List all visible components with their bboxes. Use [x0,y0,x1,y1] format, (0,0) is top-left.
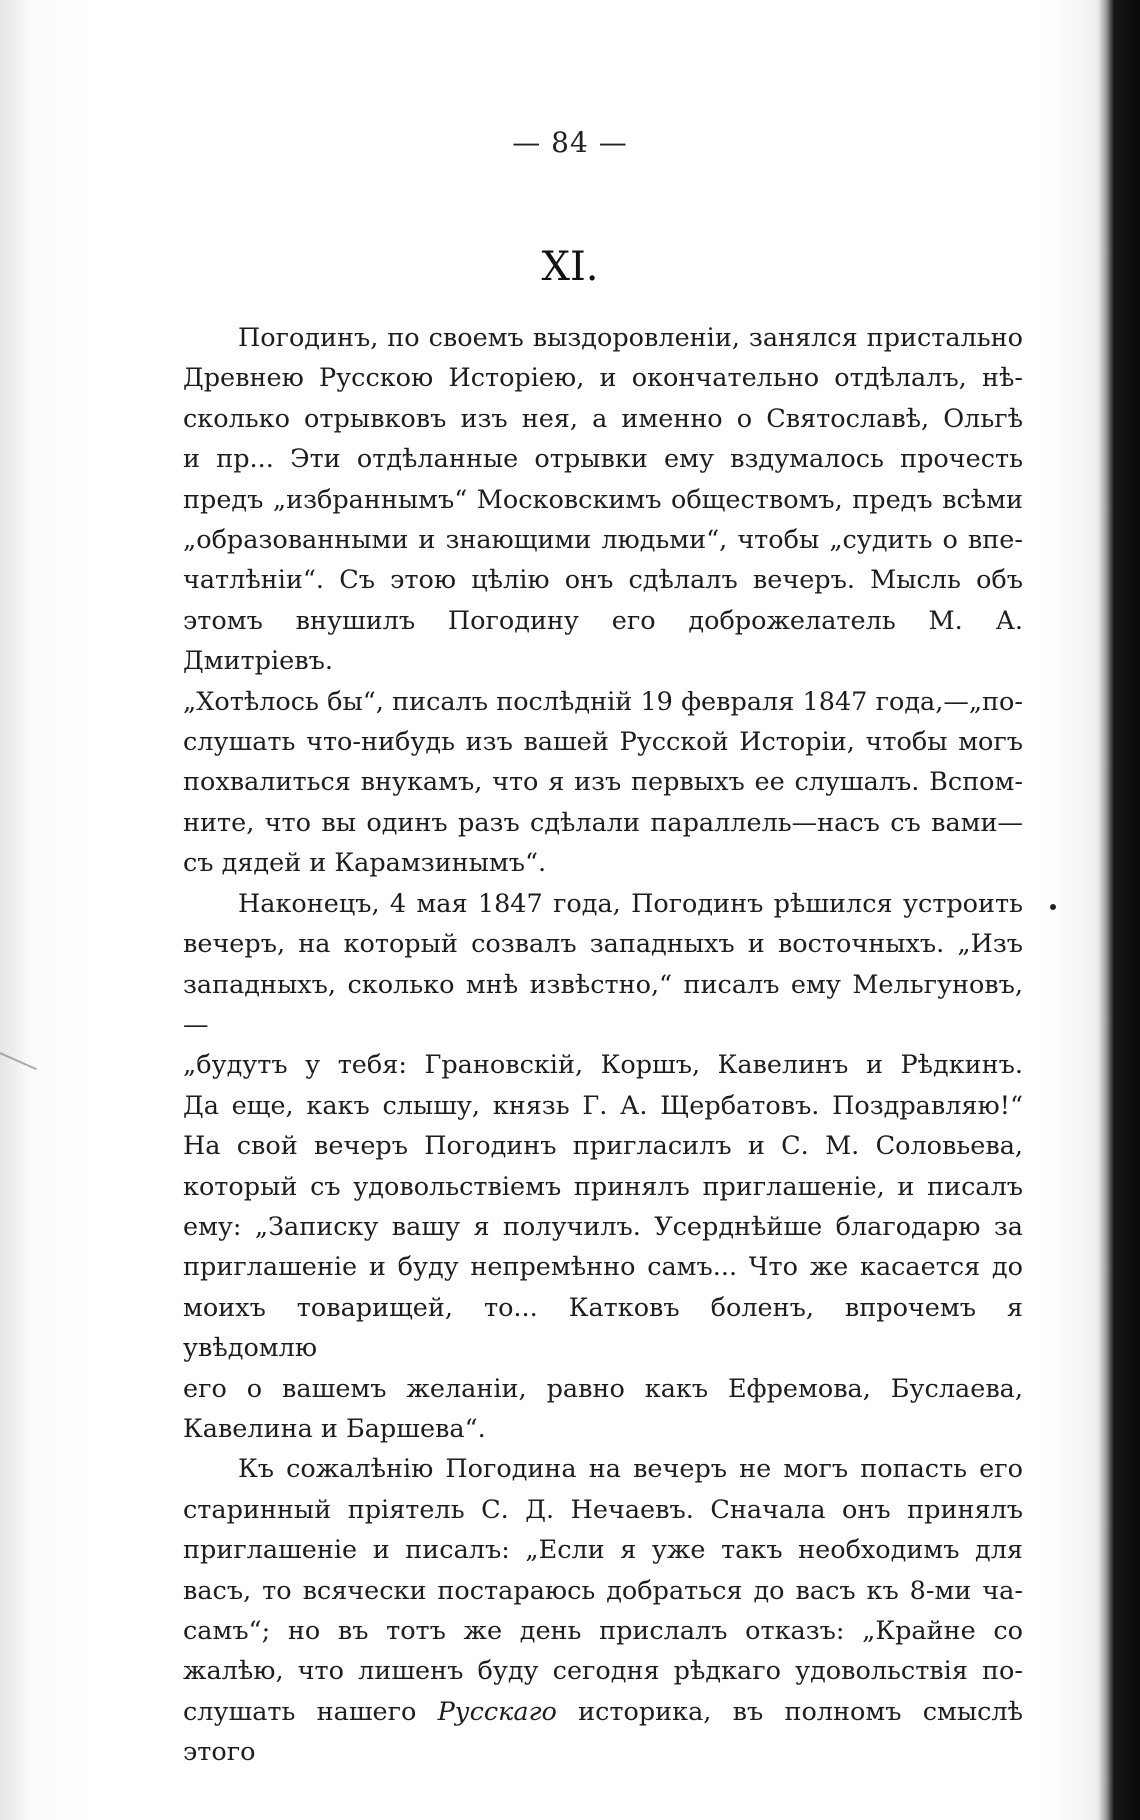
text-line: ему: „Записку вашу я получилъ. Усерднѣйше благодарю за [183,1211,1023,1242]
text-line: который съ удовольствіемъ принялъ приглашеніе, и писалъ [183,1171,1023,1202]
text-line: этомъ внушилъ Погодину его доброжелатель М. А. Дмитріевъ. [183,605,1023,677]
text-line: приглашеніе и писалъ: „Если я уже такъ необходимъ для [183,1535,1023,1566]
text-line: чатлѣніи“. Съ этою цѣлію онъ сдѣлалъ вечеръ. Мысль объ [183,565,1023,596]
text-line: сколько отрывковъ изъ нея, а именно о Святославѣ, Ольгѣ [183,403,1023,434]
text-line: вечеръ, на который созвалъ западныхъ и восточныхъ. „Изъ [183,929,1023,960]
text-line: моихъ товарищей, то... Катковъ боленъ, впрочемъ я увѣдомлю [183,1292,1023,1364]
text-line: „образованными и знающими людьми“, чтобы „судить о впе- [183,525,1023,556]
body-text [183,318,1023,1773]
margin-dot-mark [1050,904,1056,910]
text-line: „Хотѣлось бы“, писалъ послѣдній 19 февраля 1847 года,—„по- [183,686,1023,717]
chapter-heading: XI. [541,244,599,290]
text-line: Да еще, какъ слышу, князь Г. А. Щербатовъ. Поздравляю!“ [183,1090,1023,1121]
text-line: Кавелина и Баршева“. [183,1413,486,1444]
page-number: — 84 — [512,126,628,159]
text-line: его о вашемъ желаніи, равно какъ Ефремова, Буслаева, [183,1373,1023,1404]
text-segment: историка, въ полномъ смыслѣ этого [183,1696,1024,1768]
text-line: старинный пріятель С. Д. Нечаевъ. Сначала онъ принялъ [183,1494,1023,1525]
text-segment: слушать нашего [183,1696,438,1727]
text-line: „будутъ у тебя: Грановскій, Коршъ, Кавелинъ и Рѣдкинъ. [183,1050,1023,1081]
text-line: и пр... Эти отдѣланные отрывки ему вздумалось прочесть [183,444,1023,475]
text-line-last [183,1692,1023,1773]
text-line: Къ сожалѣнію Погодина на вечеръ не могъ попасть его [238,1454,1023,1485]
text-line: слушать что-нибудь изъ вашей Русской Исторіи, чтобы могъ [183,727,1023,758]
text-line: предъ „избраннымъ“ Московскимъ обществомъ, предъ всѣми [183,484,1023,515]
text-line: Погодинъ, по своемъ выздоровленіи, занялся пристально [238,323,1023,353]
text-line: жалѣю, что лишенъ буду сегодня рѣдкаго удовольствія по- [183,1656,1023,1687]
text-line: приглашеніе и буду непремѣнно самъ... Что же касается до [183,1252,1023,1283]
text-line: ните, что вы одинъ разъ сдѣлали параллель—насъ съ вами— [183,807,1023,838]
text-line: западныхъ, сколько мнѣ извѣстно,“ писалъ ему Мельгуновъ,— [183,969,1023,1040]
text-line: васъ, то всячески постараюсь добраться до васъ къ 8-ми ча- [183,1575,1023,1606]
text-line: На свой вечеръ Погодинъ пригласилъ и С. М. Соловьева, [183,1131,1023,1162]
italic-word: Русскаго [437,1696,557,1727]
text-line: Древнею Русскою Исторіею, и окончательно отдѣлалъ, нѣ- [183,363,1023,394]
text-line: Наконецъ, 4 мая 1847 года, Погодинъ рѣшился устроить [238,888,1023,919]
text-line: самъ“; но въ тотъ же день прислалъ отказъ: „Крайне со [183,1616,1023,1646]
text-line: похвалиться внукамъ, что я изъ первыхъ ее слушалъ. Вспом- [183,767,1023,798]
text-line: съ дядей и Карамзинымъ“. [183,848,547,879]
